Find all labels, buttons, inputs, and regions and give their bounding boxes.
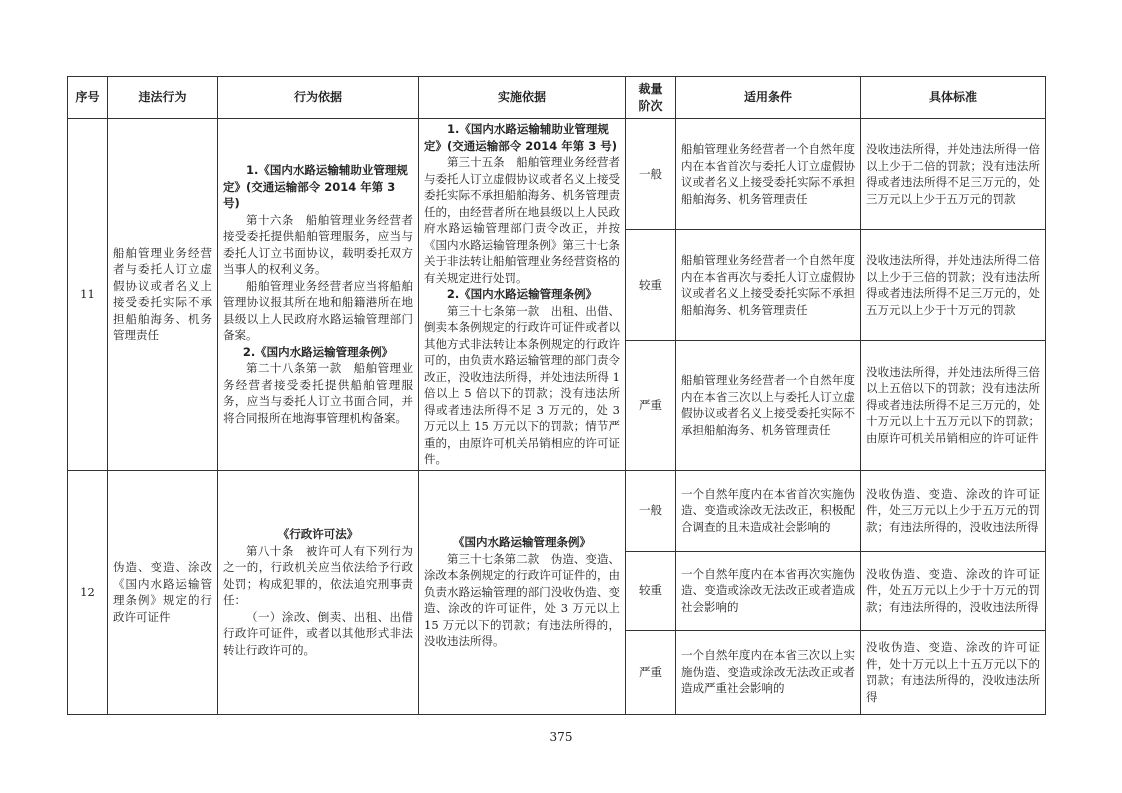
standard-cell: 没收违法所得，并处违法所得二倍以上少于三倍的罚款；没有违法所得或者违法所得不足三万元的，处五万元以上少于十万元的罚款	[861, 230, 1046, 340]
header-condition: 适用条件	[676, 77, 861, 119]
law-article: 第三十五条 船舶管理业务经营者与委托人订立虚假协议或者名义上接受委托实际不承担船舶海务、机务管理责任的，由经营者所在地县级以上人民政府水路运输管理部门责令改正，并按《国内水路运输管理条例》第三十七条关于非法转让船舶管理业务经营资格的有关规定进行处罚。	[424, 155, 620, 285]
law-article: 船舶管理业务经营者应当将船舶管理协议报其所在地和船籍港所在地县级以上人民政府水路运输管理部门备案。	[223, 278, 413, 343]
law-title: 《行政许可法》	[277, 527, 359, 541]
page-number: 375	[549, 730, 573, 744]
standard-cell: 没收违法所得，并处违法所得三倍以上五倍以下的罚款；没有违法所得或者违法所得不足三万元的，处十万元以上十五万元以下的罚款；由原许可机关吊销相应的许可证件	[861, 340, 1046, 470]
condition-cell: 一个自然年度内在本省三次以上实施伪造、变造或涂改无法改正或者造成严重社会影响的	[676, 630, 861, 714]
condition-cell: 一个自然年度内在本省首次实施伪造、变造或涂改无法改正，积极配合调查的且未造成社会影响的	[676, 470, 861, 551]
law-title: 1.《国内水路运输辅助业管理规定》(交通运输部令 2014 年第 3 号)	[223, 163, 408, 211]
law-article: 第二十八条第一款 船舶管理业务经营者接受委托提供船舶管理服务，应当与委托人订立书面合同，并将合同报所在地海事管理机构备案。	[223, 361, 413, 425]
law-article: 第十六条 船舶管理业务经营者接受委托提供船舶管理服务，应当与委托人订立书面协议，载明委托双方当事人的权利义务。	[223, 212, 413, 277]
law-title: 1.《国内水路运输辅助业管理规定》(交通运输部令 2014 年第 3 号)	[424, 122, 618, 153]
discretion-level: 较重	[626, 230, 676, 340]
table-row	[68, 470, 1046, 551]
standard-cell: 没收伪造、变造、涂改的许可证件，处五万元以上少于十万元的罚款；有违法所得的，没收违法所得	[861, 551, 1046, 630]
header-implementation: 实施依据	[419, 77, 626, 119]
penalty-discretion-table	[67, 76, 1046, 715]
header-level: 裁量阶次	[626, 77, 676, 119]
discretion-level: 一般	[626, 119, 676, 230]
header-basis: 行为依据	[218, 77, 419, 119]
discretion-level: 较重	[626, 551, 676, 630]
condition-cell: 船舶管理业务经营者一个自然年度内在本省首次与委托人订立虚假协议或者名义上接受委托实际不承担船舶海务、机务管理责任	[676, 119, 861, 230]
standard-cell: 没收违法所得，并处违法所得一倍以上少于二倍的罚款；没有违法所得或者违法所得不足三万元的，处三万元以上少于五万元的罚款	[861, 119, 1046, 230]
condition-cell: 一个自然年度内在本省再次实施伪造、变造或涂改无法改正或者造成社会影响的	[676, 551, 861, 630]
law-title: 《国内水路运输管理条例》	[453, 535, 591, 550]
table-row	[68, 119, 1046, 230]
condition-cell: 船舶管理业务经营者一个自然年度内在本省三次以上与委托人订立虚假协议或者名义上接受委托实际不承担船舶海务、机务管理责任	[676, 340, 861, 470]
table-header-row	[68, 77, 1046, 119]
discretion-level: 严重	[626, 630, 676, 714]
law-article: 第三十七条第二款 伪造、变造、涂改本条例规定的行政许可证件的，由负责水路运输管理的部门没收伪造、变造、涂改的许可证件，处 3 万元以上 15 万元以下的罚款；有违法所得的，没收违法所得。	[424, 551, 620, 649]
basis-cell	[218, 470, 419, 714]
law-title: 2.《国内水路运输管理条例》	[446, 287, 598, 301]
violation-cell: 伪造、变造、涂改《国内水路运输管理条例》规定的行政许可证件	[108, 470, 218, 714]
row-number: 12	[68, 470, 108, 714]
header-violation: 违法行为	[108, 77, 218, 119]
row-number: 11	[68, 119, 108, 471]
discretion-level: 一般	[626, 470, 676, 551]
law-article: 第八十条 被许可人有下列行为之一的，行政机关应当依法给予行政处罚；构成犯罪的，依法追究刑事责任：	[223, 543, 413, 607]
law-article: 第三十七条第一款 出租、出借、倒卖本条例规定的行政许可证件或者以其他方式非法转让本条例规定的行政许可的，由负责水路运输管理的部门责令改正，没收违法所得，并处违法所得 1 倍以上 5 倍以下的罚款；没有违法所得或者违法所得不足 3 万元的，处 3 万元以上 15 万元以下的罚款；情节严重的，由原许可机关吊销相应的许可证件。	[424, 303, 620, 466]
condition-cell: 船舶管理业务经营者一个自然年度内在本省再次与委托人订立虚假协议或者名义上接受委托实际不承担船舶海务、机务管理责任	[676, 230, 861, 340]
law-title: 2.《国内水路运输管理条例》	[242, 344, 394, 359]
implementation-cell	[419, 470, 626, 714]
discretion-level: 严重	[626, 340, 676, 470]
header-no: 序号	[68, 77, 108, 119]
standard-cell: 没收伪造、变造、涂改的许可证件，处十万元以上十五万元以下的罚款；有违法所得的，没收违法所得	[861, 630, 1046, 714]
violation-cell: 船舶管理业务经营者与委托人订立虚假协议或者名义上接受委托实际不承担船舶海务、机务管理责任	[108, 119, 218, 471]
implementation-cell	[419, 119, 626, 471]
law-article: （一）涂改、倒卖、出租、出借行政许可证件，或者以其他形式非法转让行政许可的。	[223, 609, 413, 657]
basis-cell	[218, 119, 419, 471]
header-standard: 具体标准	[861, 77, 1046, 119]
standard-cell: 没收伪造、变造、涂改的许可证件，处三万元以上少于五万元的罚款；有违法所得的，没收违法所得	[861, 470, 1046, 551]
